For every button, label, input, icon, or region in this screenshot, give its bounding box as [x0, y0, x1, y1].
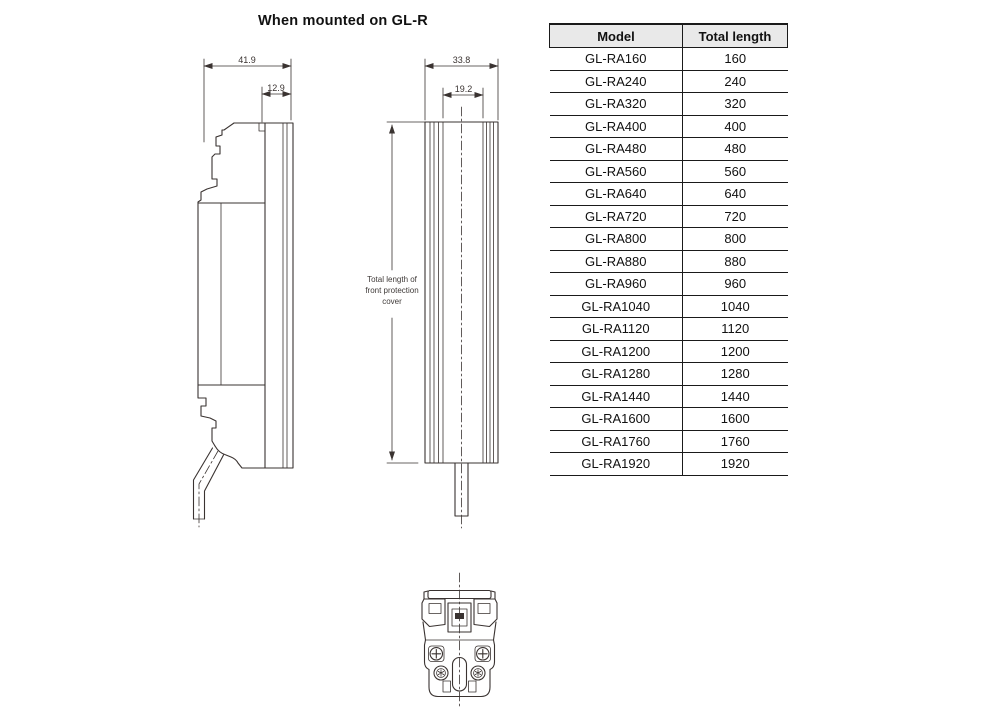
- table-row: [550, 408, 788, 431]
- table-cell: GL-RA1280: [550, 363, 683, 386]
- table-cell: 1760: [683, 430, 788, 453]
- table-cell: GL-RA1200: [550, 340, 683, 363]
- table-row: [550, 48, 788, 71]
- table-cell: GL-RA640: [550, 183, 683, 206]
- table-cell: 1120: [683, 318, 788, 341]
- table-body: [550, 48, 788, 476]
- table-cell: GL-RA480: [550, 138, 683, 161]
- table-cell: 160: [683, 48, 788, 71]
- table-cell: 240: [683, 70, 788, 93]
- table-cell: GL-RA400: [550, 115, 683, 138]
- table-row: [550, 430, 788, 453]
- cover-extrusion-body: [425, 107, 498, 528]
- column-header-total-length: Total length: [683, 24, 788, 48]
- table-row: [550, 205, 788, 228]
- table-cell: 1600: [683, 408, 788, 431]
- table-row: [550, 273, 788, 296]
- table-row: [550, 160, 788, 183]
- table-row: [550, 70, 788, 93]
- table-row: [550, 138, 788, 161]
- table-cell: 800: [683, 228, 788, 251]
- total-length-dimension: [365, 122, 427, 463]
- table-cell: GL-RA1040: [550, 295, 683, 318]
- table-cell: 1920: [683, 453, 788, 476]
- table-cell: 560: [683, 160, 788, 183]
- t-nut: [455, 613, 464, 619]
- table-cell: 1440: [683, 385, 788, 408]
- table-cell: GL-RA1440: [550, 385, 683, 408]
- overall-depth-label: 41.9: [238, 55, 256, 65]
- table-row: [550, 340, 788, 363]
- overall-width-label: 33.8: [452, 55, 471, 65]
- cover-depth-dimension: [262, 83, 291, 122]
- table-row: [550, 385, 788, 408]
- table-cell: 480: [683, 138, 788, 161]
- table-row: [550, 295, 788, 318]
- table-row: [550, 183, 788, 206]
- table-cell: GL-RA720: [550, 205, 683, 228]
- window-width-dimension: [443, 84, 483, 118]
- table-cell: GL-RA1760: [550, 430, 683, 453]
- table-row: [550, 115, 788, 138]
- cable-pigtail: [194, 448, 224, 527]
- end-view-drawing: [408, 570, 513, 712]
- table-cell: 640: [683, 183, 788, 206]
- table-cell: GL-RA800: [550, 228, 683, 251]
- glr-body-profile: [198, 123, 265, 468]
- table-cell: GL-RA880: [550, 250, 683, 273]
- table-row: [550, 363, 788, 386]
- total-length-label-3: cover: [382, 297, 402, 306]
- table-cell: 1280: [683, 363, 788, 386]
- table-header-row: [550, 24, 788, 48]
- table-cell: GL-RA1120: [550, 318, 683, 341]
- table-cell: GL-RA1600: [550, 408, 683, 431]
- table-cell: GL-RA1920: [550, 453, 683, 476]
- window-width-label: 19.2: [454, 84, 473, 94]
- overall-depth-dimension: [204, 55, 291, 142]
- model-length-table: [549, 23, 788, 476]
- table-cell: GL-RA320: [550, 93, 683, 116]
- table-row: [550, 93, 788, 116]
- protection-cover-profile: [259, 123, 293, 468]
- cover-depth-label: 12.9: [267, 83, 285, 93]
- table-cell: 320: [683, 93, 788, 116]
- total-length-label-2: front protection: [365, 286, 419, 295]
- table-cell: 720: [683, 205, 788, 228]
- table-cell: GL-RA960: [550, 273, 683, 296]
- table-cell: 1200: [683, 340, 788, 363]
- table-cell: 400: [683, 115, 788, 138]
- table-cell: GL-RA560: [550, 160, 683, 183]
- table-row: [550, 250, 788, 273]
- table-cell: 1040: [683, 295, 788, 318]
- column-header-model: Model: [550, 24, 683, 48]
- table-cell: GL-RA160: [550, 48, 683, 71]
- table-row: [550, 453, 788, 476]
- table-cell: GL-RA240: [550, 70, 683, 93]
- table-cell: 960: [683, 273, 788, 296]
- table-row: [550, 318, 788, 341]
- total-length-label-1: Total length of: [367, 275, 417, 284]
- page-title: When mounted on GL-R: [258, 13, 428, 29]
- front-view-drawing: [340, 50, 515, 540]
- table-row: [550, 228, 788, 251]
- side-view-drawing: [185, 50, 355, 535]
- table-cell: 880: [683, 250, 788, 273]
